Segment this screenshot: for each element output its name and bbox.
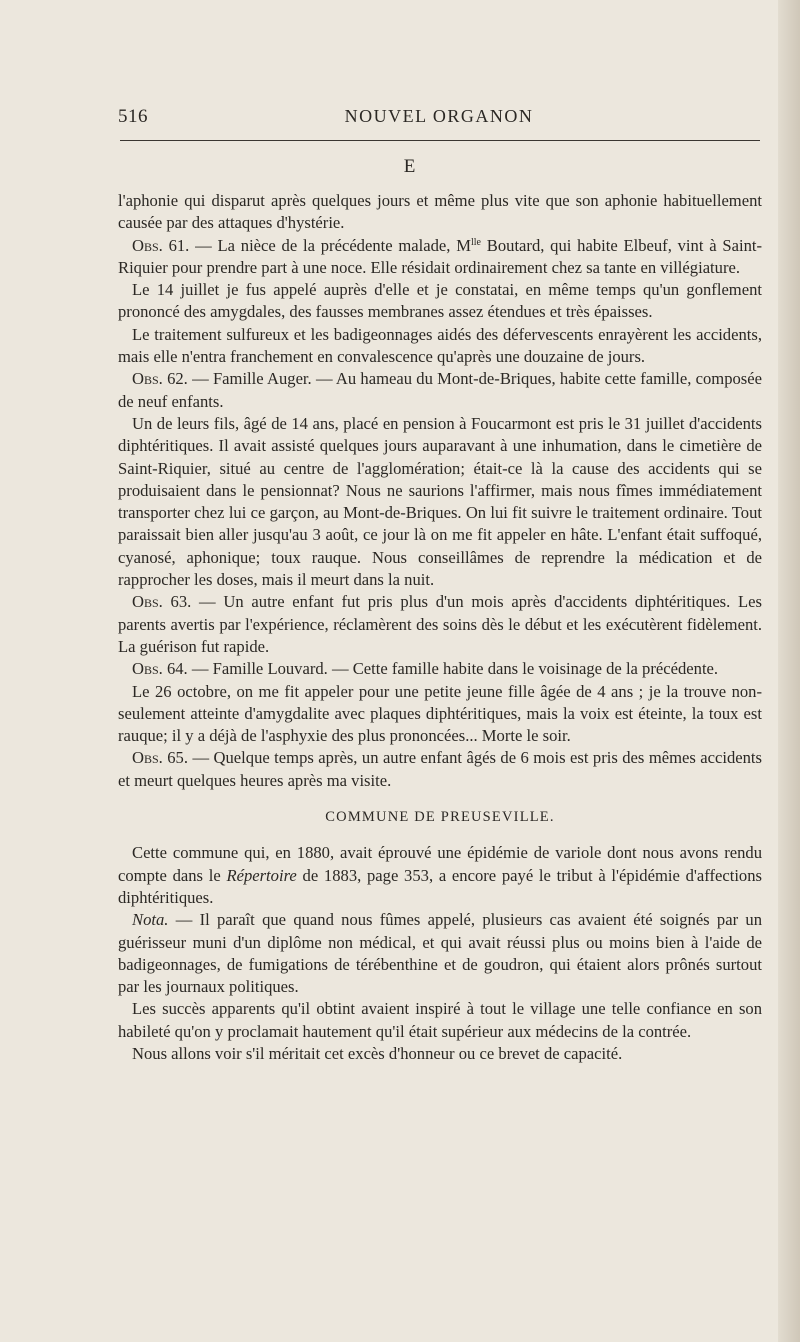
page-edge-shadow <box>778 0 800 1342</box>
paragraph <box>118 413 762 591</box>
page-number: 516 <box>118 106 148 127</box>
paragraph-text: — Un autre enfant fut pris plus d'un mois après d'accidents diphtéritiques. Les parents avertis par l'expérience, réclamèrent des soins dès le début et les exécutèrent fidèlement. La guérison fut rapide. <box>118 592 762 656</box>
paragraph-text: Nous allons voir s'il méritait cet excès d'honneur ou ce brevet de capacité. <box>132 1043 623 1063</box>
paragraph <box>118 658 762 680</box>
paragraph-text: — Famille Louvard. — Cette famille habite dans le voisinage de la précédente. <box>187 659 719 679</box>
nota-label: Nota. <box>132 910 169 930</box>
observation-label: Obs. 61. <box>132 235 190 255</box>
section-letter: E <box>403 156 417 177</box>
paragraph <box>118 324 762 369</box>
paragraph-text: — Famille Auger. — Au hameau du Mont-de-Briques, habite cette famille, composée de neuf enfants. <box>118 369 762 411</box>
paragraph-text: — Il paraît que quand nous fûmes appelé, plusieurs cas avaient été soignés par un guérisseur muni d'un diplôme non médical, et qui avait réussi plus ou moins bien à l'aide de badigeonnages, de fumigations de térébenthine et de goudron, qui étaient alors prônés surtout par les journaux politiques. <box>118 910 762 997</box>
paragraph-text: Un de leurs fils, âgé de 14 ans, placé en pension à Foucarmont est pris le 31 juillet d'accidents diphtéritiques. Il avait assisté quelques jours auparavant à une inhumation, dans le cimetière de Saint-Riquier, situé au centre de l'agglomération; était-ce là la cause des accidents qui se produisaient dans le pensionnat? Nous ne saurions l'affirmer, mais nous fîmes immédiatement transporter chez lui ce garçon, au Mont-de-Briques. On lui fit suivre le traitement ordinaire. Tout paraissait bien aller jusqu'au 3 août, ce jour là on me fit appeler en hâte. L'enfant était suffoqué, cyanosé, aphonique; toux rauque. Nous conseillâmes de reprendre la médication et de rapprocher les doses, mais il meurt dans la nuit. <box>118 413 762 590</box>
paragraph-text: — La nièce de la précédente malade, M <box>189 235 471 255</box>
page-header <box>118 106 760 138</box>
observation-label: Obs. 62. <box>132 369 188 389</box>
header-rule <box>120 140 760 141</box>
paragraph-text: Boutard, qui habite Elbeuf, vint à Saint-Riquier pour prendre part à une noce. Elle résidait ordinairement chez sa tante en villégiature. <box>118 235 763 277</box>
paragraph-text: Le 26 octobre, on me fit appeler pour une petite jeune fille âgée de 4 ans ; je la trouve non-seulement atteinte d'amygdalite avec plaques diphtéritiques, mais la voix est éteinte, la toux est rauque; il y a déjà de l'asphyxie des plus prononcées... Morte le soir. <box>118 681 762 746</box>
italic-title: Répertoire <box>226 865 297 885</box>
running-title: NOUVEL ORGANON <box>344 106 534 126</box>
paragraph <box>118 235 762 280</box>
paragraph <box>118 747 762 792</box>
paragraph-text: Le traitement sulfureux et les badigeonnages aidés des défervescents enrayèrent les accidents, mais elle n'entra franchement en convalescence qu'après une douzaine de jours. <box>118 324 762 367</box>
superscript: lle <box>471 236 481 248</box>
section-subheading: COMMUNE DE PREUSEVILLE. <box>325 809 555 826</box>
paragraph-text: — Quelque temps après, un autre enfant âgés de 6 mois est pris des mêmes accidents et meurt quelques heures après ma visite. <box>118 748 763 790</box>
paragraph <box>118 681 762 748</box>
paragraph-text: de 1883, page 353, a encore payé le tribut à l'épidémie d'affections diphtéritiques. <box>118 865 762 907</box>
paragraph-text: Les succès apparents qu'il obtint avaient inspiré à tout le village une telle confiance en son habileté qu'on y proclamait hautement qu'il était supérieur aux médecins de la contrée. <box>118 999 762 1041</box>
paragraph <box>118 909 762 998</box>
paragraph <box>118 190 762 235</box>
paragraph <box>118 368 762 413</box>
paragraph <box>118 591 762 658</box>
paragraph <box>118 1043 762 1065</box>
paragraph <box>118 842 762 909</box>
observation-label: Obs. 63. <box>132 592 192 612</box>
body-text <box>118 190 762 1065</box>
paragraph-text: l'aphonie qui disparut après quelques jours et même plus vite que son aphonie habituellement causée par des attaques d'hystérie. <box>118 191 762 233</box>
observation-label: Obs. 64. <box>132 659 188 679</box>
paragraph-text: Le 14 juillet je fus appelé auprès d'elle et je constatai, en même temps qu'un gonflement prononcé des amygdales, des fausses membranes assez étendues et très épaisses. <box>118 280 762 322</box>
observation-label: Obs. 65. <box>132 748 189 768</box>
paragraph-text: Cette commune qui, en 1880, avait éprouvé une épidémie de variole dont nous avons rendu compte dans le <box>118 843 762 885</box>
paragraph <box>118 279 762 324</box>
paragraph <box>118 998 762 1043</box>
